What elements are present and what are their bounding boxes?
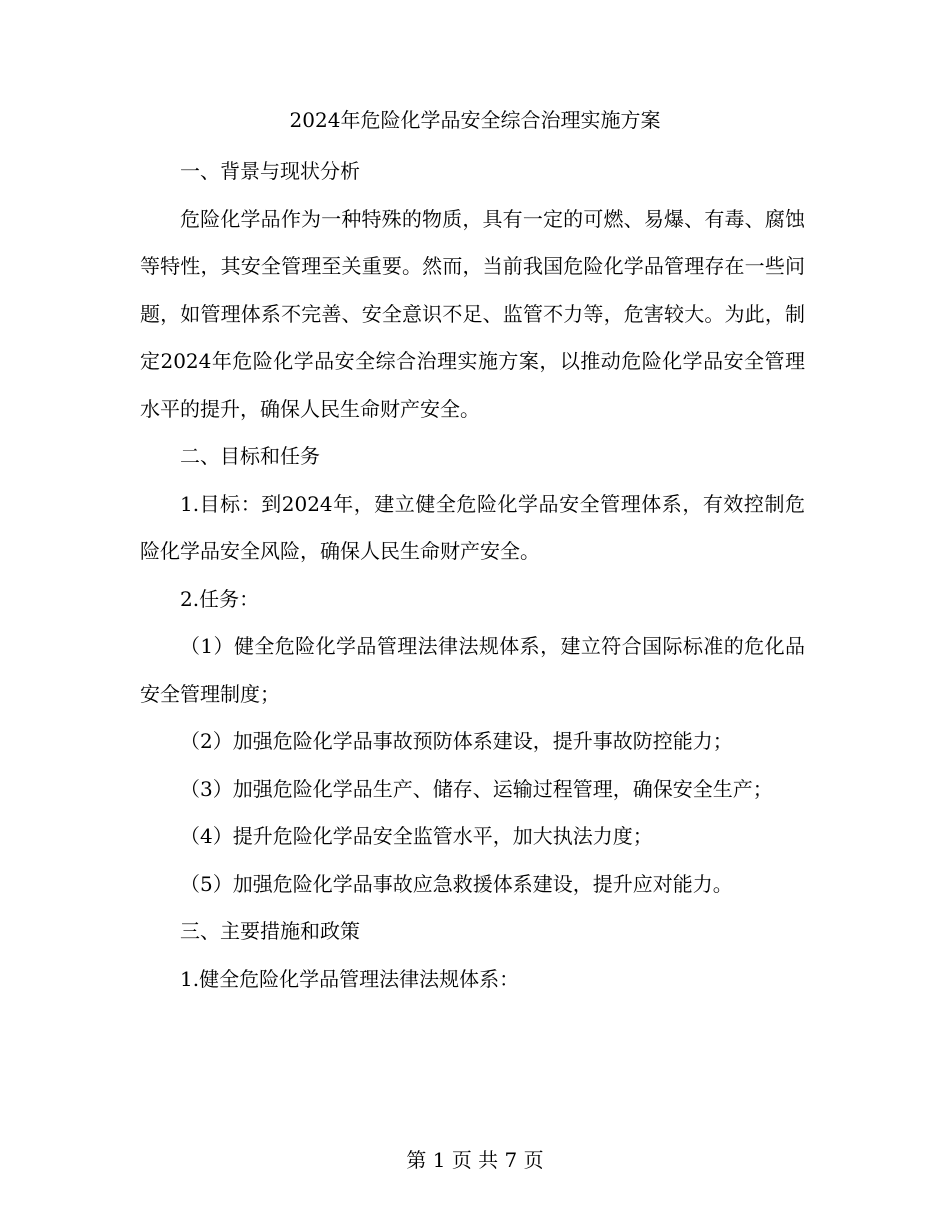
document-title: 2024年危险化学品安全综合治理实施方案 [289, 108, 661, 132]
task-item-2: （2）加强危险化学品事故预防体系建设，提升事故防控能力； [180, 729, 733, 753]
page-footer: 第 1 页 共 7 页 [406, 1148, 544, 1172]
task-item-4: （4）提升危险化学品安全监管水平，加大执法力度； [180, 824, 653, 848]
task-item-1: （1）健全危险化学品管理法律法规体系，建立符合国际标准的危化品安全管理制度； [140, 634, 805, 706]
paragraph-goal: 1.目标：到2024年，建立健全危险化学品安全管理体系，有效控制危险化学品安全风险，确保人民生命财产安全。 [140, 491, 805, 563]
section-heading-background: 一、背景与现状分析 [180, 159, 360, 183]
paragraph-measure-1: 1.健全危险化学品管理法律法规体系： [180, 966, 520, 991]
section-heading-measures: 三、主要措施和政策 [180, 919, 360, 943]
task-item-3: （3）加强危险化学品生产、储存、运输过程管理，确保安全生产； [180, 776, 773, 801]
task-item-5: （5）加强危险化学品事故应急救援体系建设，提升应对能力。 [180, 871, 733, 896]
section-heading-goals: 二、目标和任务 [180, 444, 320, 468]
paragraph-tasks-heading: 2.任务： [180, 586, 260, 611]
document-body [140, 148, 805, 1003]
paragraph-background: 危险化学品作为一种特殊的物质，具有一定的可燃、易爆、有毒、腐蚀等特性，其安全管理至关重要。然而，当前我国危险化学品管理存在一些问题，如管理体系不完善、安全意识不足、监管不力等，危害较大。为此，制定2024年危险化学品安全综合治理实施方案，以推动危险化学品安全管理水平的提升，确保人民生命财产安全。 [140, 206, 805, 421]
